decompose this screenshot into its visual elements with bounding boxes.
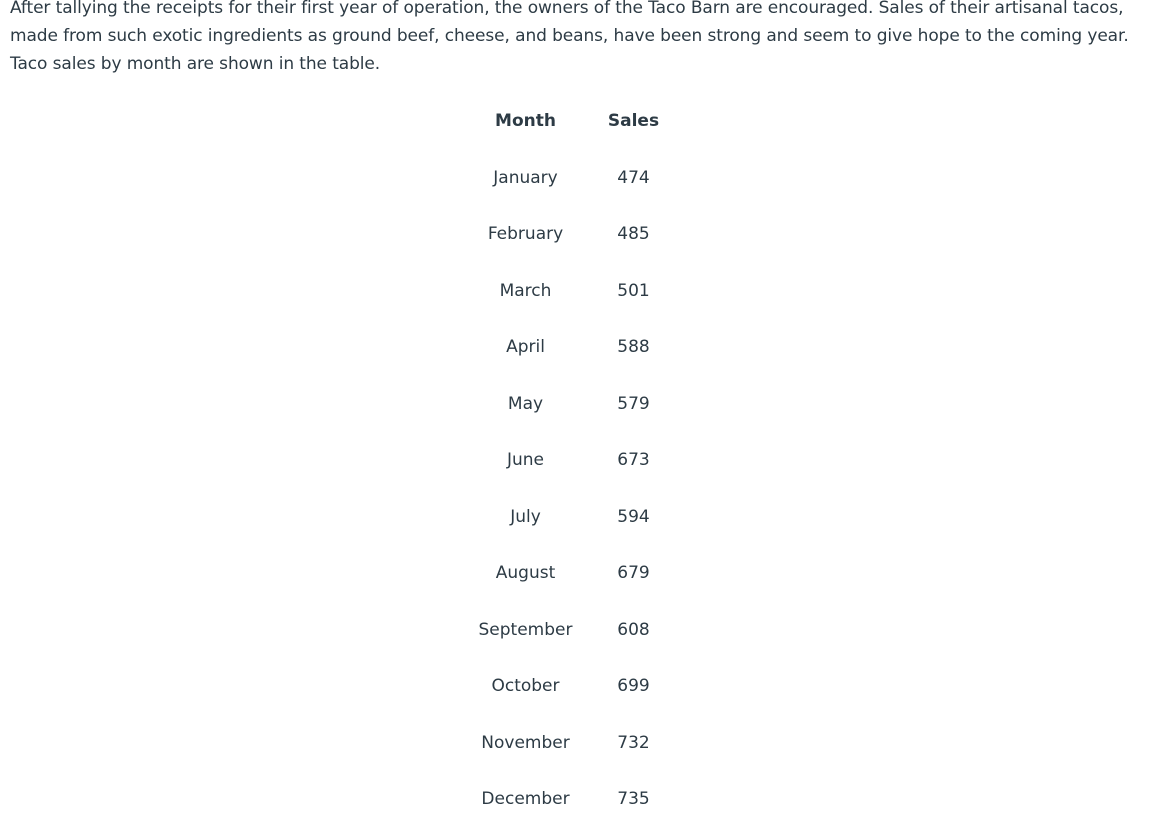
month-cell: May: [507, 393, 544, 414]
month-cell: June: [506, 450, 545, 471]
month-cell: July: [510, 506, 541, 527]
table-row: [471, 771, 687, 828]
sales-cell: 699: [617, 676, 650, 697]
sales-column-header: Sales: [607, 111, 660, 132]
month-cell: October: [491, 676, 560, 697]
month-cell: August: [495, 563, 556, 584]
table-row: [471, 658, 687, 715]
table-row: [471, 319, 687, 376]
month-cell: January: [493, 167, 558, 188]
month-cell: September: [478, 619, 573, 640]
sales-cell: 679: [617, 563, 650, 584]
table-row: [471, 150, 687, 207]
table-row: [471, 602, 687, 659]
table-row: [471, 432, 687, 489]
month-cell: February: [487, 224, 564, 245]
intro-paragraph: After tallying the receipts for their first year of operation, the owners of the Taco Barn are encouraged. Sales of their artisanal tacos, made from such exotic ingredients as ground beef, cheese, and beans, have been strong and seem to give hope to the coming year. Taco sales by month are shown in the table.: [10, 0, 1129, 74]
table-header-row: [471, 93, 687, 150]
month-cell: November: [481, 732, 570, 753]
sales-cell: 579: [617, 393, 650, 414]
sales-table: [471, 93, 687, 828]
month-cell: December: [481, 789, 570, 810]
sales-cell: 588: [617, 337, 650, 358]
table-row: [471, 489, 687, 546]
sales-cell: 608: [617, 619, 650, 640]
sales-cell: 485: [617, 224, 650, 245]
table-row: [471, 263, 687, 320]
table-row: [471, 715, 687, 772]
sales-cell: 501: [617, 280, 650, 301]
table-row: [471, 545, 687, 602]
month-cell: March: [499, 280, 552, 301]
sales-cell: 732: [617, 732, 650, 753]
sales-cell: 594: [617, 506, 650, 527]
sales-cell: 735: [617, 789, 650, 810]
month-cell: April: [506, 337, 545, 358]
month-column-header: Month: [495, 111, 556, 132]
sales-cell: 673: [617, 450, 650, 471]
sales-cell: 474: [617, 167, 650, 188]
table-row: [471, 376, 687, 433]
table-row: [471, 206, 687, 263]
